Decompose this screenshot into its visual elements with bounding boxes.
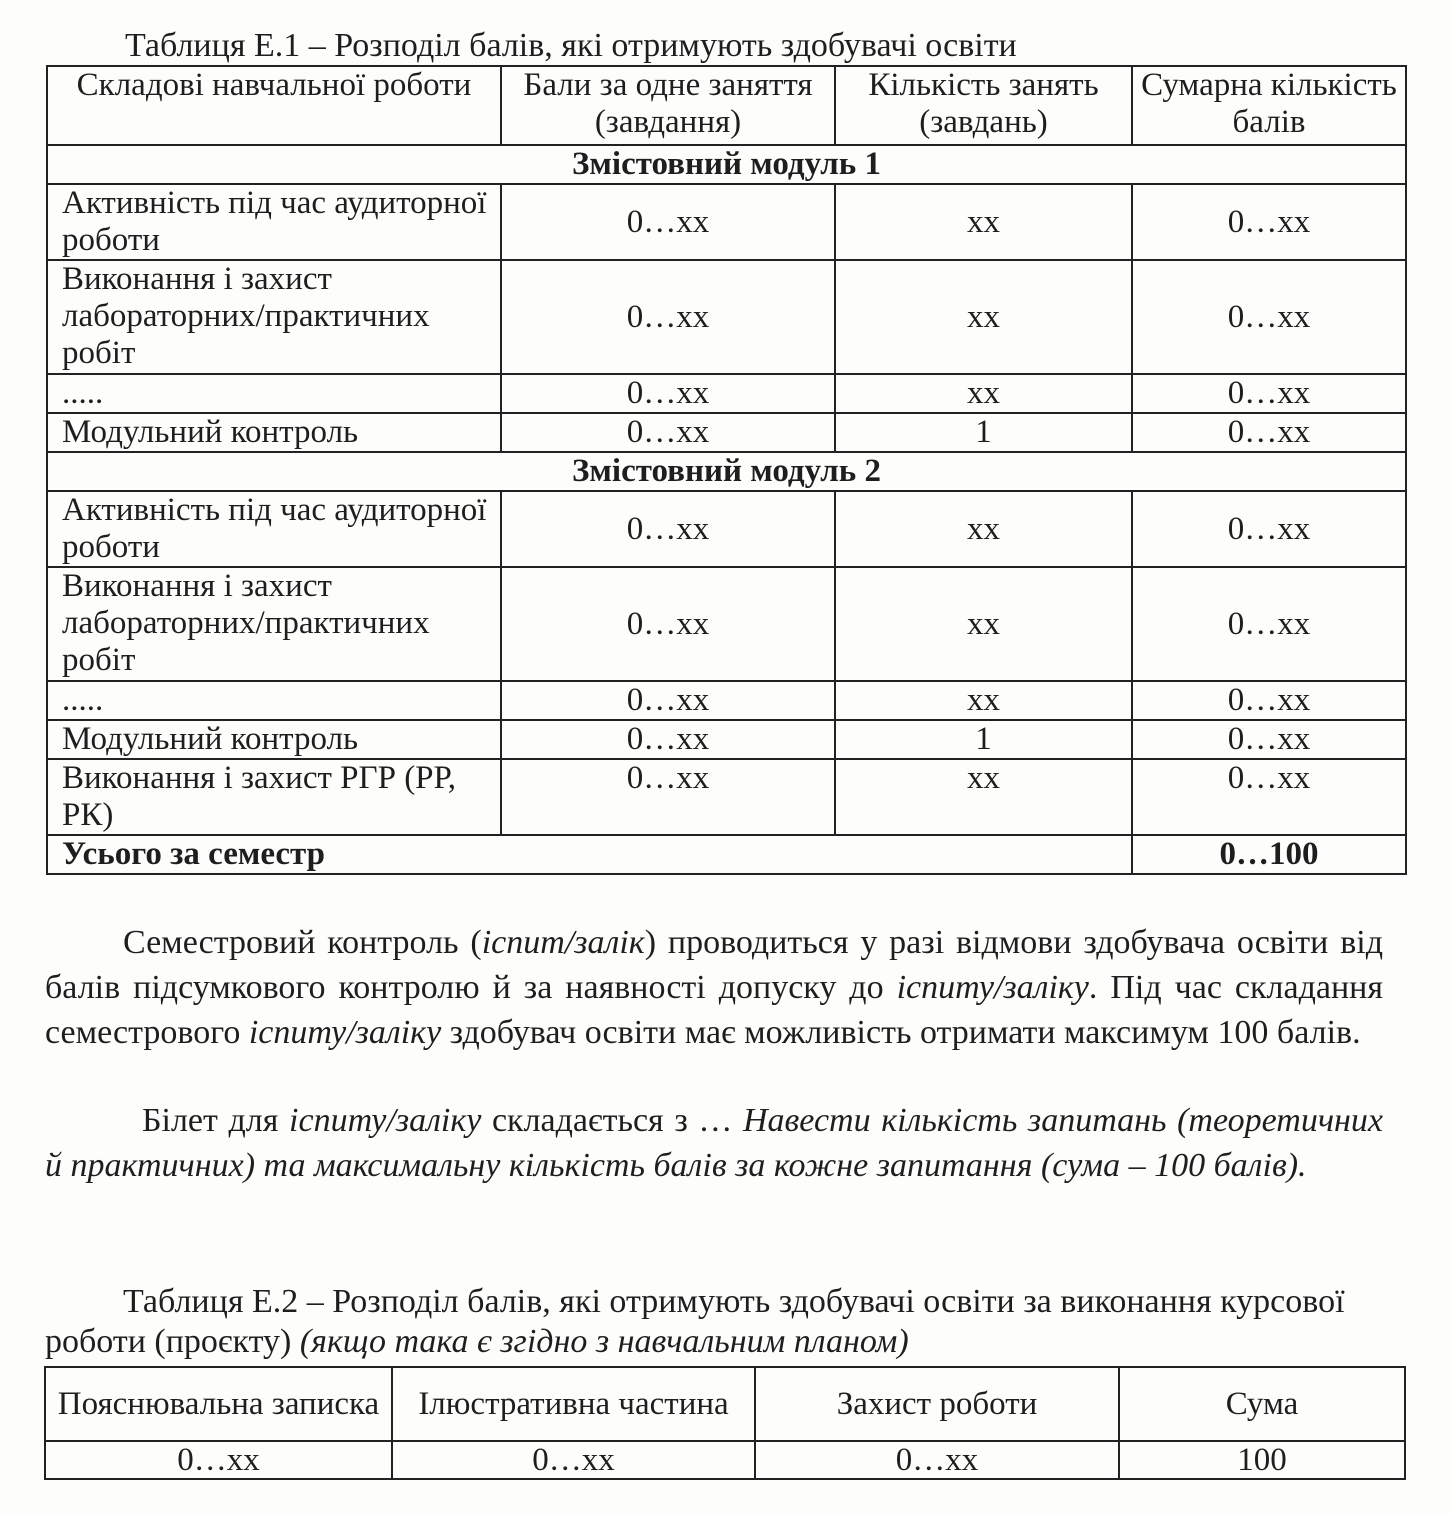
table1-header-cell: Складові навчальної роботи — [47, 66, 501, 145]
italic-text: іспиту/заліку — [896, 969, 1089, 1006]
table-row — [45, 1441, 1405, 1479]
text-span: Семестровий контроль ( — [123, 924, 482, 961]
text-span: складається з … — [481, 1102, 743, 1139]
text-span: здобувач освіти має можливість отримати максимум 100 балів. — [441, 1014, 1361, 1051]
total-value: 0…100 — [1132, 835, 1406, 874]
caption-italic: (якщо така є згідно з навчальним планом) — [299, 1323, 909, 1360]
table-cell: 0…хх — [501, 567, 835, 681]
table-cell: Активність під час аудиторної роботи — [47, 184, 501, 260]
text-span: Білет для — [142, 1102, 290, 1139]
table-cell: хх — [835, 491, 1132, 567]
table-cell: 0…хх — [1132, 413, 1406, 452]
table-cell: Модульний контроль — [47, 720, 501, 759]
table-cell: хх — [835, 260, 1132, 374]
table-cell: 0…хх — [501, 720, 835, 759]
table-cell: 0…хх — [1132, 567, 1406, 681]
table-row — [47, 567, 1406, 681]
caption-text: Таблиця Е.2 – Розподіл балів, які отримують здобувачі освіти за виконання курсової роботи (проєкту) — [45, 1283, 1345, 1360]
italic-text: іспиту/заліку — [248, 1014, 442, 1051]
table-cell: хх — [835, 681, 1132, 720]
table-cell: Виконання і захист лабораторних/практичних робіт — [47, 567, 501, 681]
total-row — [47, 835, 1406, 874]
text-span: ) проводиться у разі відмови здобувача освіти від балів підсумкового контролю й за наявності допуску до — [45, 924, 1383, 1006]
table-cell: 0…хх — [1132, 491, 1406, 567]
table-row — [47, 681, 1406, 720]
table-row — [47, 184, 1406, 260]
table-cell: ..... — [47, 374, 501, 413]
table2-header-cell: Пояснювальна записка — [45, 1367, 392, 1441]
table-cell: 0…хх — [501, 491, 835, 567]
table1-header-cell: Кількість занять (завдань) — [835, 66, 1132, 145]
table-cell: 0…хх — [1132, 374, 1406, 413]
table-cell: Виконання і захист лабораторних/практичних робіт — [47, 260, 501, 374]
table2 — [44, 1366, 1406, 1480]
table-row — [47, 413, 1406, 452]
table-cell: 0…хх — [501, 260, 835, 374]
table-cell: 0…хх — [1132, 759, 1406, 835]
table1-header-cell: Бали за одне заняття (завдання) — [501, 66, 835, 145]
table-row — [47, 260, 1406, 374]
table-cell: 0…хх — [392, 1441, 755, 1479]
table-cell: хх — [835, 567, 1132, 681]
table2-header-cell: Ілюстративна частина — [392, 1367, 755, 1441]
table-cell: Модульний контроль — [47, 413, 501, 452]
table-cell: 0…хх — [1132, 720, 1406, 759]
table-cell: 0…хх — [501, 681, 835, 720]
table-row — [47, 759, 1406, 835]
table-cell: 0…хх — [1132, 681, 1406, 720]
table-cell: Активність під час аудиторної роботи — [47, 491, 501, 567]
module-title-row — [47, 145, 1406, 184]
module-title-row — [47, 452, 1406, 491]
table-cell: 0…хх — [1132, 260, 1406, 374]
table-cell: 0…хх — [501, 374, 835, 413]
table-row — [47, 374, 1406, 413]
text-span: . Під час складання семестрового — [45, 969, 1383, 1051]
total-label: Усього за семестр — [47, 835, 1132, 874]
italic-text: іспит/залік — [481, 924, 645, 961]
table-cell: ..... — [47, 681, 501, 720]
table-cell: 0…хх — [501, 184, 835, 260]
table1-header-cell: Сумарна кількість балів — [1132, 66, 1406, 145]
table-cell: хх — [835, 184, 1132, 260]
table-cell: 1 — [835, 413, 1132, 452]
table1 — [46, 65, 1407, 875]
table2-header-cell: Сума — [1119, 1367, 1405, 1441]
table1-header-row — [47, 66, 1406, 145]
table-cell: 1 — [835, 720, 1132, 759]
table2-caption — [45, 1282, 1402, 1362]
table-cell: Виконання і захист РГР (РР, РК) — [47, 759, 501, 835]
table-row — [47, 720, 1406, 759]
semester-control-paragraph — [45, 920, 1383, 1055]
table2-header-cell: Захист роботи — [755, 1367, 1119, 1441]
table-cell: 0…хх — [1132, 184, 1406, 260]
table-row — [47, 491, 1406, 567]
table-cell: 0…хх — [755, 1441, 1119, 1479]
italic-text: Навести кількість запитань (теоретичних й практичних) та максимальну кількість балів за кожне запитання (сума – 100 балів). — [45, 1102, 1384, 1184]
module1-title: Змістовний модуль 1 — [47, 145, 1406, 184]
table-cell: 0…хх — [45, 1441, 392, 1479]
table2-header-row — [45, 1367, 1405, 1441]
table1-caption: Таблиця Е.1 – Розподіл балів, які отримують здобувачі освіти — [125, 27, 1017, 64]
table-cell: хх — [835, 759, 1132, 835]
table-cell: 0…хх — [501, 413, 835, 452]
table-cell: хх — [835, 374, 1132, 413]
exam-ticket-paragraph — [45, 1098, 1383, 1188]
italic-text: іспиту/заліку — [289, 1102, 482, 1139]
table-cell: 100 — [1119, 1441, 1405, 1479]
module2-title: Змістовний модуль 2 — [47, 452, 1406, 491]
table-cell: 0…хх — [501, 759, 835, 835]
